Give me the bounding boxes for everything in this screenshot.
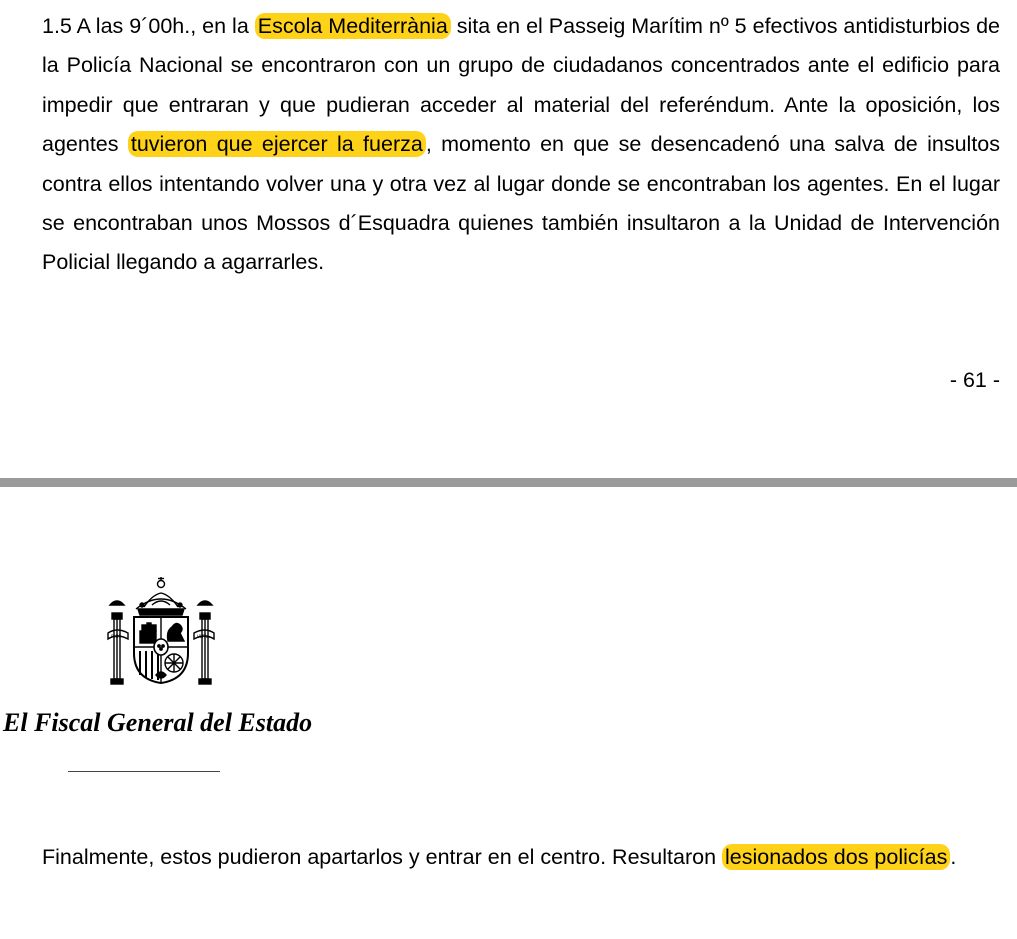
paragraph-lesionados [42,838,1000,877]
office-title: El Fiscal General del Estado [3,708,313,737]
paragraph-text: . [950,845,957,869]
svg-text:PLUS: PLUS [111,634,121,639]
highlight-escola-mediterrania: Escola Mediterrània [255,13,451,39]
page-number: - 61 - [949,368,1000,392]
coat-of-arms-spain-icon [106,575,216,687]
paragraph-text: Finalmente, estos pudieron apartarlos y entrar en el centro. Resultaron [42,845,723,869]
signature-line [68,771,220,772]
page-separator [0,478,1017,487]
highlight-lesionados-dos-policias: lesionados dos policías [722,844,950,870]
paragraph-escola-mediterrania [42,7,1000,283]
paragraph-text: sita en el Passeig Marítim nº 5 efectivos antidisturbios de la Policía Nacional se encontraron con un grupo de ciudadanos concentrados ante el edificio para impedir que entraran y que pudieran acceder al material del referéndum. Ante la oposición, los agentes [42,14,1001,157]
paragraph-text: 1.5 A las 9´00h., en la [42,14,255,38]
highlight-ejercer-la-fuerza: tuvieron que ejercer la fuerza [128,131,426,157]
paragraph-text: , momento en que se desencadenó una salva de insultos contra ellos intentando volver una y otra vez al lugar donde se encontraban los agentes. En el lugar se encontraban unos Mossos d´Esquadra quienes también insultaron a la Unidad de Intervención Policial llegando a agarrarles. [42,132,1000,275]
svg-text:ULTRA: ULTRA [197,634,210,639]
